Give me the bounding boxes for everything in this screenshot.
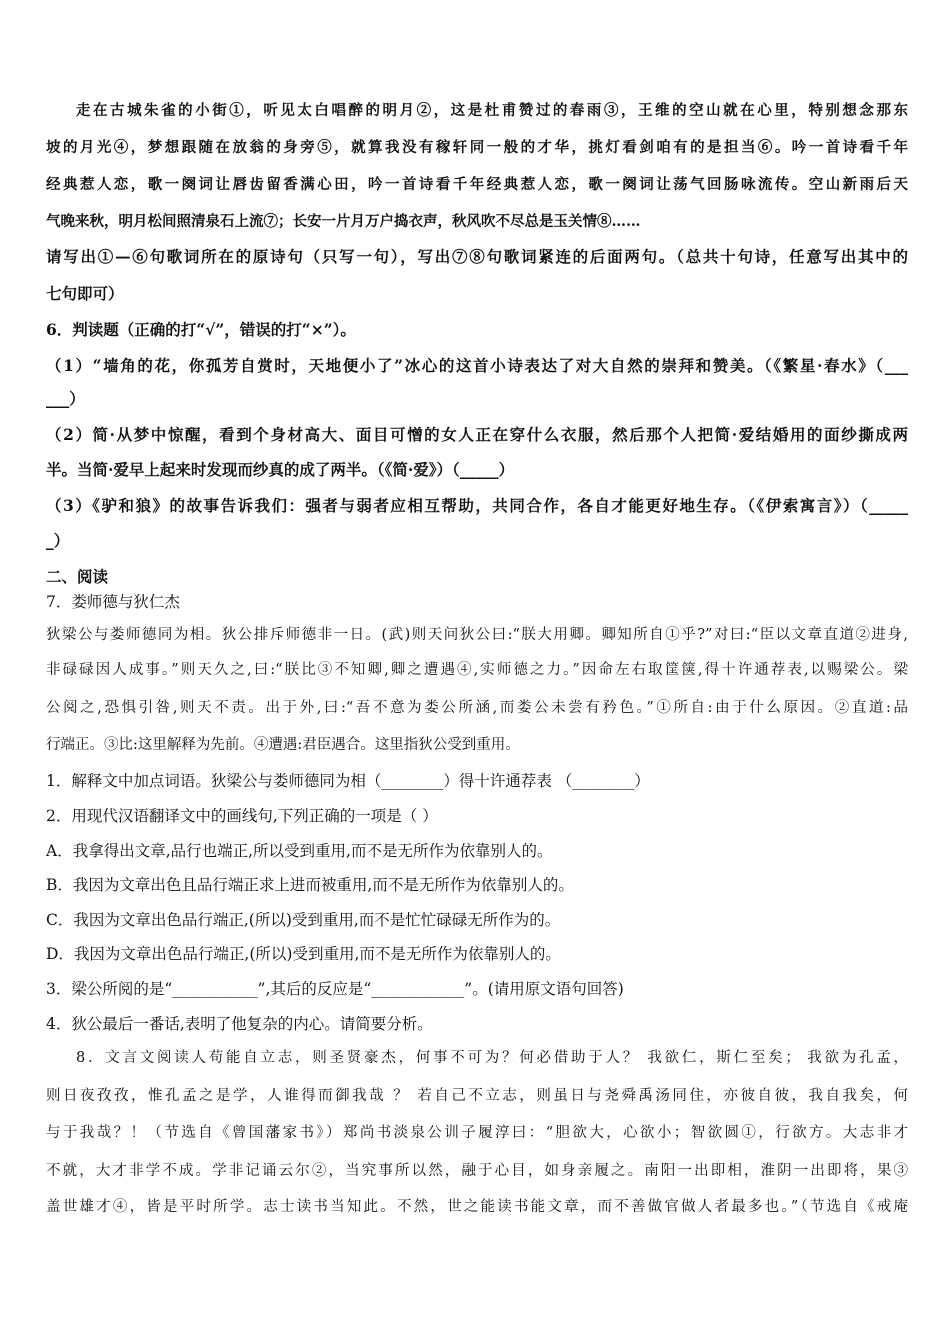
q7-title: 7．娄师德与狄仁杰 — [46, 593, 180, 611]
q7-option-d: D．我因为文章出色品行端正,(所以)受到重用,而不是无所作为依靠别人的。 — [46, 945, 561, 963]
q7-option-a: A．我拿得出文章,品行也端正,所以受到重用,而不是无所作为依靠别人的。 — [46, 842, 553, 860]
poem-line: 经典惹人恋，歌一阕词让唇齿留香满心田，吟一首诗看千年经典惹人恋，歌一阕词让荡气回肠咏流传。空山新雨后天 — [46, 176, 908, 193]
passage-line: 公阅之,恐惧引咎,则天不责。出于外,曰:“吾不意为娄公所涵,而娄公未尝有矜色。”①所自:由于什么原因。②直道:品 — [46, 700, 908, 716]
q6-title: 6．判读题（正确的打“√”，错误的打“×”）。 — [46, 320, 356, 339]
poem-line: 走在古城朱雀的小街①，听见太白唱醉的明月②，这是杜甫赞过的春雨③，王维的空山就在心里，特别想念那东 — [76, 102, 908, 119]
q8-line: 则日夜孜孜，惟孔孟之是学，人谁得而御我哉 ？ 若自己不立志，则虽日与尧舜禹汤同住，亦彼自彼，我自我矣，何 — [46, 1088, 908, 1104]
q6-item: _） — [46, 531, 70, 550]
q6-item: （1）“墙角的花，你孤芳自赏时，天地便小了”冰心的这首小诗表达了对大自然的崇拜和赞美。（《繁星·春水》（___ — [46, 356, 908, 375]
poem-instruction: 请写出①—⑥句歌词所在的原诗句（只写一句），写出⑦⑧句歌词紧连的后面两句。（总共十句诗，任意写出其中的 — [46, 247, 908, 266]
passage-line: 狄梁公与娄师德同为相。狄公排斥师德非一日。(武)则天问狄公曰:“朕大用卿。卿知所自①乎?”对曰:“臣以文章直道②进身, — [46, 627, 908, 643]
q7-question: 2．用现代汉语翻译文中的画线句,下列正确的一项是（ ） — [46, 807, 438, 825]
poem-line: 坡的月光④，梦想跟随在放翁的身旁⑤，就算我没有稼轩同一般的才华，挑灯看剑咱有的是担当⑥。吟一首诗看千年 — [46, 139, 908, 156]
q7-question: 4．狄公最后一番话,表明了他复杂的内心。请简要分析。 — [46, 1015, 433, 1033]
q7-question: 1．解释文中加点词语。狄梁公与娄师德同为相（________）得十许通荐表 （________） — [46, 772, 650, 790]
q6-item: 半。当简·爱早上起来时发现而纱真的成了两半。（《简·爱》）（_____） — [46, 460, 515, 479]
passage-line: 非碌碌因人成事。”则天久之,曰:“朕比③不知卿,卿之遭遇④,实师德之力。”因命左右取筐箧,得十许通荐表,以赐梁公。梁 — [46, 662, 908, 678]
q8-line: 8．文言文阅读人苟能自立志，则圣贤豪杰，何事不可为？何必借助于人？ 我欲仁，斯仁至矣； 我欲为孔孟， — [76, 1050, 908, 1066]
q7-option-c: C．我因为文章出色品行端正,(所以)受到重用,而不是忙忙碌碌无所作为的。 — [46, 911, 561, 929]
passage-line: 行端正。③比:这里解释为先前。④遭遇:君臣遇合。这里指狄公受到重用。 — [46, 737, 520, 753]
section-heading: 二、阅读 — [46, 567, 109, 586]
q6-item: （2）简·从梦中惊醒，看到个身材高大、面目可憎的女人正在穿什么衣服，然后那个人把简·爱结婚用的面纱撕成两 — [46, 425, 908, 444]
q6-item: ___） — [46, 389, 85, 408]
q7-question: 3．梁公所阅的是“___________”,其后的反应是“____________”。(请用原文语句回答) — [46, 980, 624, 998]
q8-line: 不就，大才非学不成。学非记诵云尔②，当究事所以然，融于心目，如身亲履之。南阳一出即相，淮阴一出即将，果③ — [46, 1163, 908, 1179]
q6-item: （3）《驴和狼》的故事告诉我们：强者与弱者应相互帮助，共同合作，各自才能更好地生存。（《伊索寓言》）（_____ — [46, 496, 908, 515]
q8-line: 盖世雄才④，皆是平时所学。志士读书当知此。不然，世之能读书能文章，而不善做官做人者最多也。”（节选自《戒庵 — [46, 1199, 908, 1215]
q7-option-b: B．我因为文章出色且品行端正求上进而被重用,而不是无所作为依靠别人的。 — [46, 876, 574, 894]
q8-line: 与于我哉？！（节选自《曾国藩家书》）郑尚书淡泉公训子履淳曰：“胆欲大，心欲小；智欲圆①，行欲方。大志非才 — [46, 1125, 908, 1141]
poem-instruction: 七句即可） — [46, 284, 124, 303]
poem-line: 气晚来秋，明月松间照清泉石上流⑦；长安一片月万户捣衣声，秋风吹不尽总是玉关情⑧…… — [46, 213, 641, 230]
